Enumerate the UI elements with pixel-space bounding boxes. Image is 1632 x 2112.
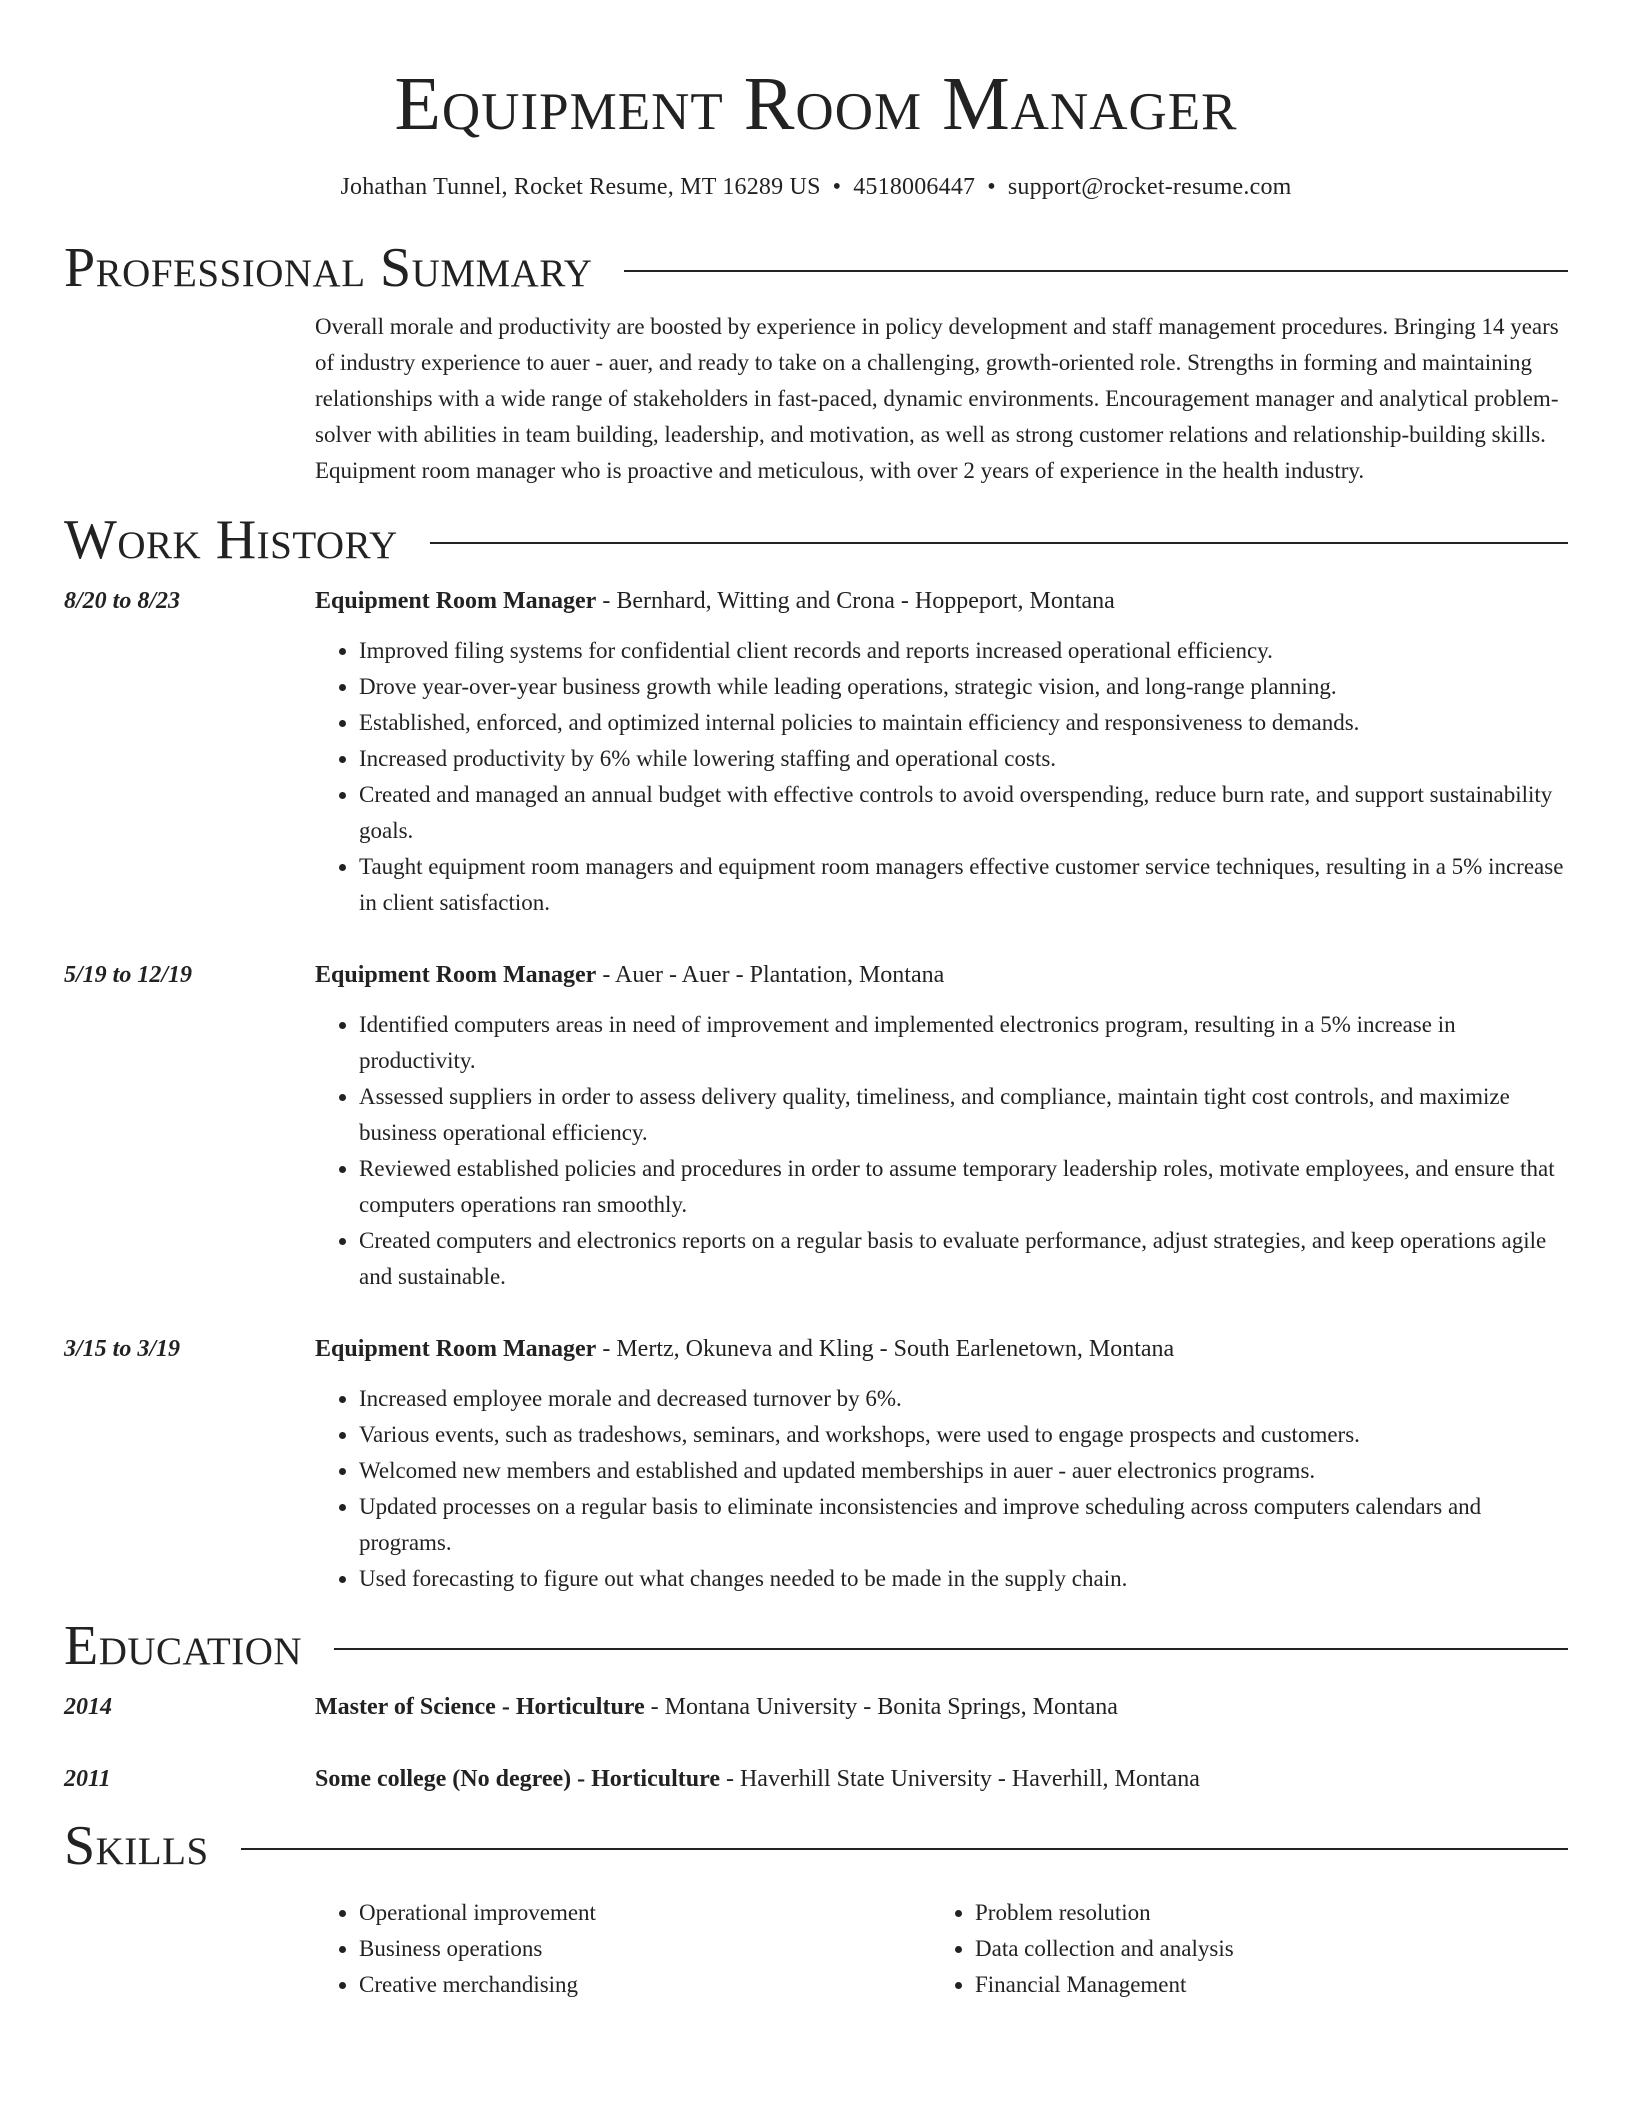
job-entry (64, 1331, 1568, 1597)
education-heading: Education (64, 1615, 303, 1677)
job-bullet: • Various events, such as tradeshows, seminars, and workshops, were used to engage prospects and customers. (359, 1417, 1568, 1453)
skills-section-header (64, 1811, 1568, 1881)
job-bullet: • Identified computers areas in need of improvement and implemented electronics program, resulting in a 5% increase in productivity. (359, 1007, 1568, 1079)
job-entry (64, 583, 1568, 921)
skill-item: • Data collection and analysis (975, 1931, 1234, 1967)
skill-item: • Problem resolution (975, 1895, 1234, 1931)
job-bullet: • Increased employee morale and decreased turnover by 6%. (359, 1381, 1568, 1417)
job-bullets (315, 1381, 1568, 1597)
job-headline (315, 957, 1568, 993)
job-headline (315, 1331, 1568, 1367)
job-dates: 3/15 to 3/19 (64, 1336, 181, 1362)
education-year: 2011 (64, 1766, 111, 1792)
education-section-header (64, 1611, 1568, 1681)
work-heading: Work History (64, 509, 398, 571)
skill-item: • Operational improvement (359, 1895, 931, 1931)
job-dates: 5/19 to 12/19 (64, 962, 193, 988)
job-bullets (315, 633, 1568, 921)
resume-title: Equipment Room Manager (394, 62, 1238, 146)
job-bullet: • Increased productivity by 6% while lowering staffing and operational costs. (359, 741, 1568, 777)
job-body (315, 1331, 1568, 1597)
job-bullet: • Drove year-over-year business growth while leading operations, strategic vision, and long-range planning. (359, 669, 1568, 705)
skill-item: • Creative merchandising (359, 1967, 931, 2003)
contact-separator: • (987, 174, 996, 200)
section-divider (334, 1648, 1568, 1650)
job-details: - Auer - Auer - Plantation, Montana (596, 962, 945, 988)
section-divider (241, 1848, 1568, 1850)
job-details: - Bernhard, Witting and Crona - Hoppeport, Montana (596, 588, 1115, 614)
education-degree: Some college (No degree) - Horticulture (315, 1766, 720, 1792)
job-bullet: • Taught equipment room managers and equipment room managers effective customer service techniques, resulting in a 5% increase in client satisfaction. (359, 849, 1568, 921)
summary-heading: Professional Summary (64, 237, 593, 299)
job-bullet: • Created and managed an annual budget with effective controls to avoid overspending, reduce burn rate, and support sustainability goals. (359, 777, 1568, 849)
job-bullet: • Created computers and electronics reports on a regular basis to evaluate performance, adjust strategies, and keep operations agile and sustainable. (359, 1223, 1568, 1295)
job-headline (315, 583, 1568, 619)
section-divider (430, 542, 1568, 544)
job-dates: 8/20 to 8/23 (64, 588, 181, 614)
skill-item: • Business operations (359, 1931, 931, 1967)
education-body (315, 1761, 1200, 1797)
job-bullet: • Established, enforced, and optimized internal policies to maintain efficiency and responsiveness to demands. (359, 705, 1568, 741)
job-bullet: • Improved filing systems for confidential client records and reports increased operational efficiency. (359, 633, 1568, 669)
skills-column-right (931, 1895, 1234, 2003)
job-entry (64, 957, 1568, 1295)
job-bullet: • Assessed suppliers in order to assess delivery quality, timeliness, and compliance, maintain tight cost controls, and maximize business operational efficiency. (359, 1079, 1568, 1151)
skills-list (315, 1895, 1568, 2003)
job-bullets (315, 1007, 1568, 1295)
job-title: Equipment Room Manager (315, 962, 597, 988)
contact-address: Johathan Tunnel, Rocket Resume, MT 16289 US (340, 174, 821, 200)
skills-column-left (315, 1895, 931, 2003)
work-section-header (64, 505, 1568, 575)
summary-text: Overall morale and productivity are boosted by experience in policy development and staff management procedures. Bringing 14 years of industry experience to auer - auer, and ready to take on a challenging, growth-oriented role. Strengths in forming and maintaining relationships with a wide range of stakeholders in fast-paced, dynamic environments. Encouragement manager and analytical problem-solver with abilities in team building, leadership, and motivation, as well as strong customer relations and relationship-building skills. Equipment room manager who is proactive and meticulous, with over 2 years of experience in the health industry. (315, 314, 1559, 483)
job-title: Equipment Room Manager (315, 588, 597, 614)
contact-separator: • (832, 174, 842, 200)
job-bullet: • Used forecasting to figure out what changes needed to be made in the supply chain. (359, 1561, 1568, 1597)
education-entry (64, 1689, 1568, 1725)
education-details: - Montana University - Bonita Springs, Montana (644, 1694, 1118, 1720)
education-body (315, 1689, 1118, 1725)
job-body (315, 583, 1568, 921)
job-bullet: • Welcomed new members and established and updated memberships in auer - auer electronics programs. (359, 1453, 1568, 1489)
section-divider (624, 270, 1568, 272)
contact-email[interactable]: support@rocket-resume.com (1007, 174, 1292, 200)
skills-heading: Skills (64, 1815, 209, 1877)
skill-item: • Financial Management (975, 1967, 1234, 2003)
contact-phone: 4518006447 (853, 174, 976, 200)
summary-section-header (64, 233, 1568, 303)
job-title: Equipment Room Manager (315, 1336, 597, 1362)
education-details: - Haverhill State University - Haverhill, Montana (719, 1766, 1200, 1792)
job-bullet: • Reviewed established policies and procedures in order to assume temporary leadership roles, motivate employees, and ensure that computers operations ran smoothly. (359, 1151, 1568, 1223)
education-year: 2014 (64, 1694, 112, 1720)
job-details: - Mertz, Okuneva and Kling - South Earlenetown, Montana (596, 1336, 1175, 1362)
contact-line (64, 169, 1568, 205)
job-bullet: • Updated processes on a regular basis to eliminate inconsistencies and improve scheduling across computers calendars and programs. (359, 1489, 1568, 1561)
job-body (315, 957, 1568, 1295)
education-degree: Master of Science - Horticulture (315, 1694, 645, 1720)
education-entry (64, 1761, 1568, 1797)
summary-body (315, 309, 1568, 489)
